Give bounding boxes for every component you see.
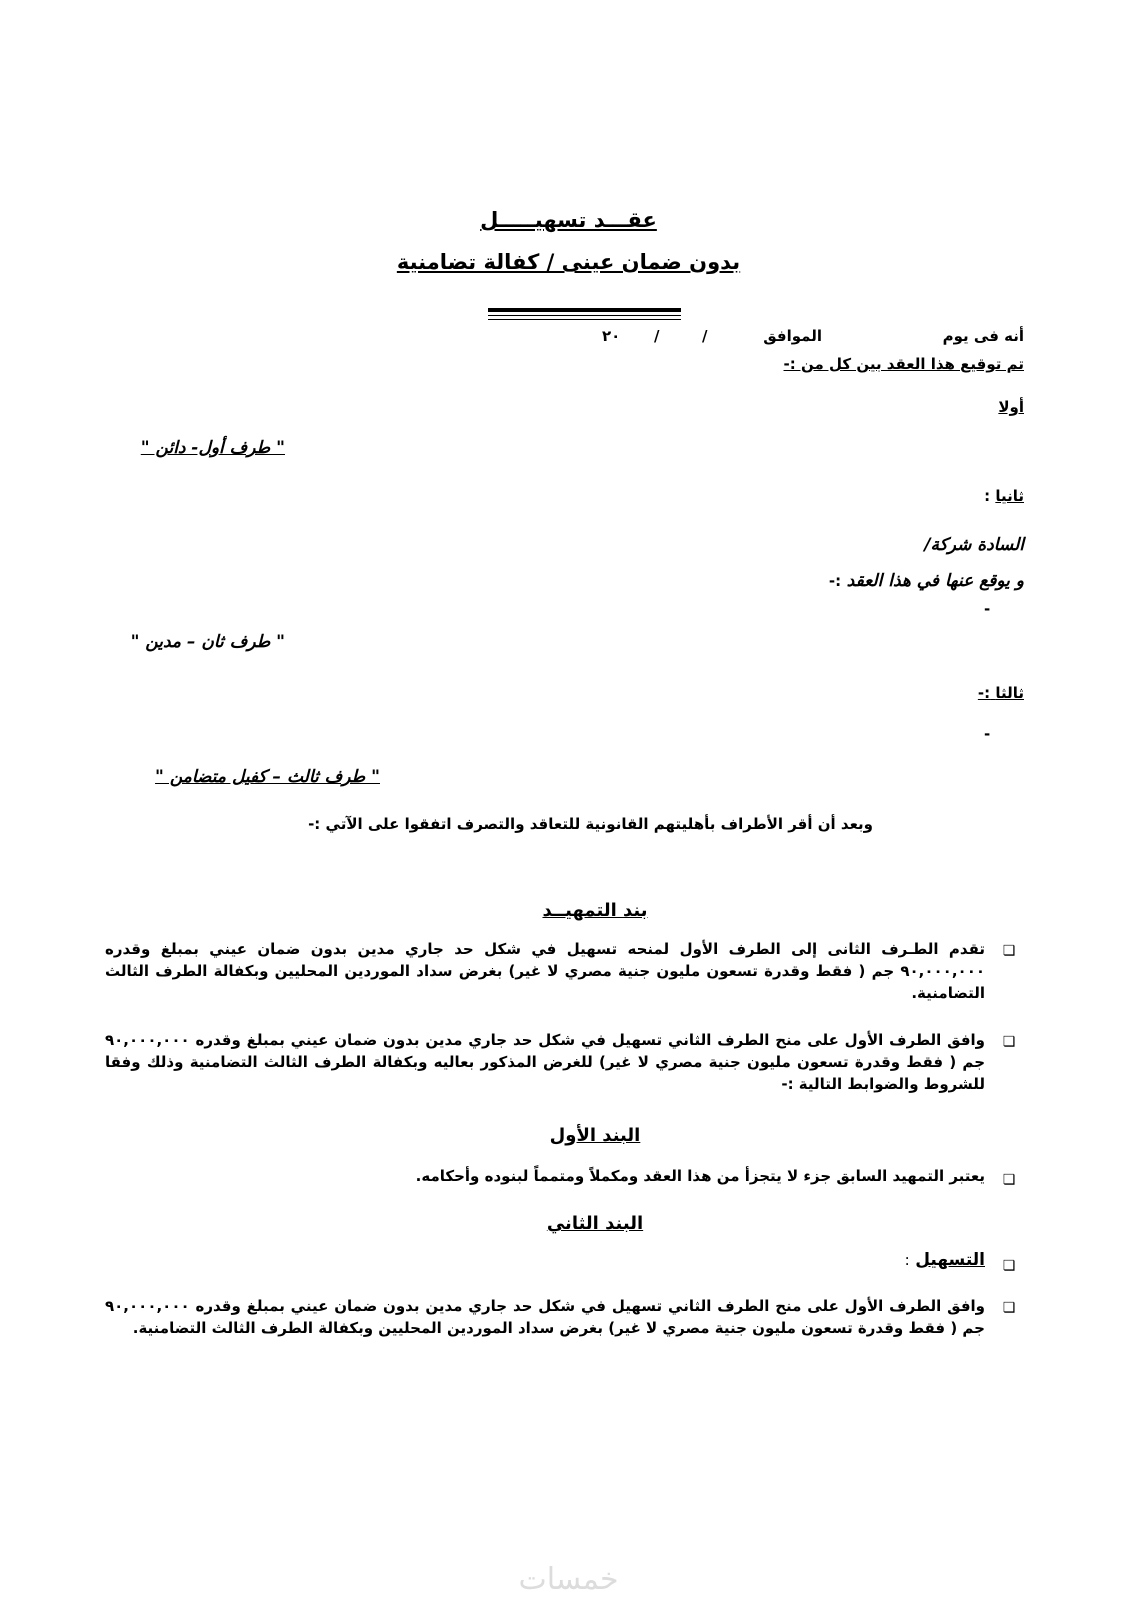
title-rule (488, 308, 681, 312)
third-heading (978, 684, 1024, 702)
checkbox-bullet-icon: ❏ (1002, 1172, 1016, 1188)
clause2-heading: البند الثاني (546, 1213, 644, 1234)
preamble-paragraph: وافق الطرف الأول على منح الطرف الثاني تسهيل في شكل حد جاري مدين بدون ضمان عيني بمبلغ وقدره ٩٠,٠٠٠,٠٠٠ جم ( فقط وقدرة تسعون مليون جنية مصري لا غير) للغرض المذكور بعاليه وبكفالة الطرف الثالث التضامنية وذلك وفقا للشروط والضوابط التالية :- (105, 1031, 985, 1093)
date-slash: / (702, 327, 708, 345)
title-rule-line (488, 319, 681, 320)
date-on-day: أنه فى يوم (942, 327, 1024, 345)
third-colon: :- (977, 684, 991, 702)
checkbox-bullet-icon: ❏ (1002, 1258, 1016, 1274)
signs-for-line (829, 571, 1024, 591)
party2-label: " طرف ثان – مدين " (130, 632, 285, 652)
contract-subtitle: بدون ضمان عينى / كفالة تضامنية (396, 250, 741, 274)
third-label: ثالثا (995, 684, 1024, 702)
facility-label: التسهيل (915, 1250, 985, 1270)
facility-colon: : (904, 1251, 910, 1269)
second-label: ثانيا (995, 487, 1024, 505)
first-label: أولا (998, 398, 1024, 416)
signed-between: تم توقيع هذا العقد بين كل من :- (783, 355, 1024, 373)
preamble-heading: بند التمهيــد (542, 900, 648, 921)
clause1-heading: البند الأول (549, 1125, 641, 1146)
contract-title: عقـــد تسهيـــــل (480, 208, 657, 232)
date-year: ٢٠ (602, 327, 621, 345)
watermark-logo: خمسات (518, 1562, 619, 1597)
facility-line (905, 1250, 985, 1270)
date-corresponding: الموافق (763, 327, 822, 345)
clause2-text: وافق الطرف الأول على منح الطرف الثاني تسهيل في شكل حد جاري مدين بدون ضمان عيني بمبلغ وقدره ٩٠,٠٠٠,٠٠٠ جم ( فقط وقدرة تسعون مليون جنية مصري لا غير) بغرض سداد الموردين المحليين وبكفالة الطرف الثالث التضامنية. (105, 1297, 985, 1337)
company-label: السادة شركة/ (924, 535, 1024, 555)
acknowledgment: وبعد أن أقر الأطراف بأهليتهم القانونية للتعاقد والتصرف اتفقوا على الآتي :- (308, 815, 873, 833)
checkbox-bullet-icon: ❏ (1002, 1034, 1016, 1050)
checkbox-bullet-icon: ❏ (1002, 943, 1016, 959)
dash: - (984, 600, 991, 618)
clause1-text: يعتبر التمهيد السابق جزء لا يتجزأ من هذا العقد ومكملاً ومتمماً لبنوده وأحكامه. (415, 1167, 985, 1185)
signs-for-suffix: :- (828, 572, 842, 590)
party3-label: " طرف ثالث – كفيل متضامن " (155, 767, 380, 787)
dash: - (984, 725, 991, 743)
party1-label: " طرف أول- دائن " (140, 438, 285, 458)
preamble-paragraph: تقدم الطـرف الثانى إلى الطرف الأول لمنحه تسهيل في شكل حد جاري مدين بدون ضمان عيني بمبلغ وقدره ٩٠,٠٠٠,٠٠٠ جم ( فقط وقدرة تسعون مليون جنية مصري لا غير) بغرض سداد الموردين المحليين وبكفالة الطرف الثالث التضامنية. (105, 940, 985, 1002)
checkbox-bullet-icon: ❏ (1002, 1300, 1016, 1316)
second-colon: : (984, 487, 991, 505)
signs-for-text: و يوقع عنها في هذا العقد (846, 571, 1024, 591)
title-rule-line (488, 315, 681, 316)
date-slash: / (654, 327, 660, 345)
second-heading (984, 487, 1024, 505)
